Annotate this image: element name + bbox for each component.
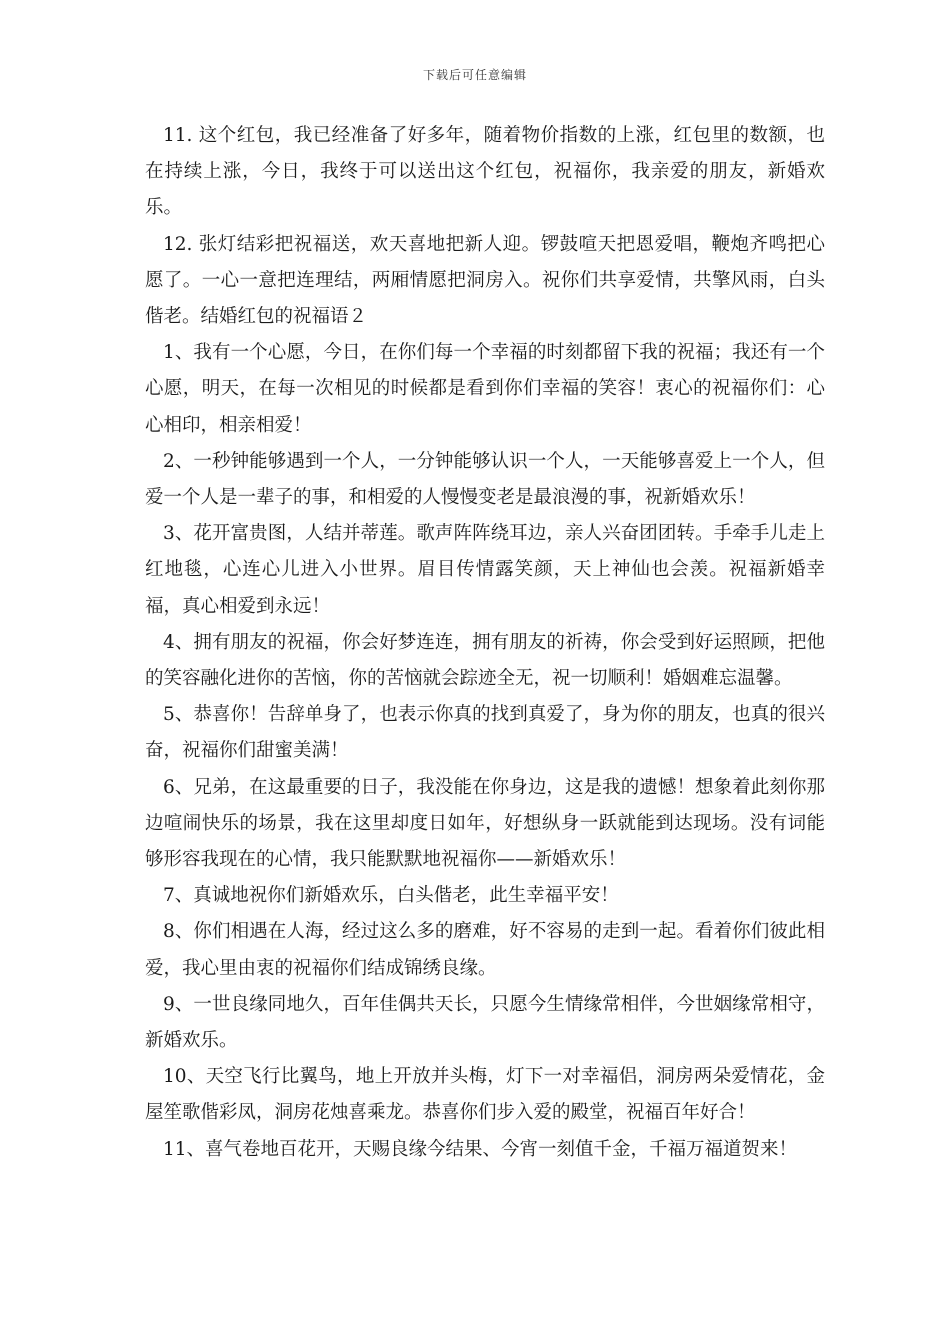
paragraph: 4、拥有朋友的祝福，你会好梦连连，拥有朋友的祈祷，你会受到好运照顾，把他的笑容融化进你的苦恼，你的苦恼就会踪迹全无，祝一切顺利！婚姻难忘温馨。 [145, 631, 825, 690]
paragraph: 6、兄弟，在这最重要的日子，我没能在你身边，这是我的遗憾！想象着此刻你那边喧闹快乐的场景，我在这里却度日如年，好想纵身一跃就能到达现场。没有词能够形容我现在的心情，我只能默默地祝福你——新婚欢乐！ [145, 776, 825, 871]
paragraph: 5、恭喜你！告辞单身了，也表示你真的找到真爱了，身为你的朋友，也真的很兴奋，祝福你们甜蜜美满！ [145, 704, 825, 762]
header-note: 下载后可任意编辑 [422, 68, 527, 82]
paragraph: 10、天空飞行比翼鸟，地上开放并头梅，灯下一对幸福侣，洞房两朵爱情花，金屋笙歌偕彩凤，洞房花烛喜乘龙。恭喜你们步入爱的殿堂，祝福百年好合！ [145, 1066, 825, 1124]
document-body [145, 118, 825, 1168]
paragraph: 11、喜气卷地百花开，天赐良缘今结果、今宵一刻值千金，千福万福道贺来！ [163, 1138, 798, 1160]
paragraph: 7、真诚地祝你们新婚欢乐，白头偕老，此生幸福平安！ [163, 885, 619, 907]
paragraph: 2、一秒钟能够遇到一个人，一分钟能够认识一个人，一天能够喜爱上一个人，但爱一个人是一辈子的事，和相爱的人慢慢变老是最浪漫的事，祝新婚欢乐！ [145, 450, 825, 509]
paragraph: 1、我有一个心愿，今日，在你们每一个幸福的时刻都留下我的祝福；我还有一个心愿，明天，在每一次相见的时候都是看到你们幸福的笑容！衷心的祝福你们：心心相印，相亲相爱！ [145, 342, 825, 436]
paragraph: 3、花开富贵图，人结并蒂莲。歌声阵阵绕耳边，亲人兴奋团团转。手牵手儿走上红地毯，心连心儿进入小世界。眉目传情露笑颜，天上神仙也会羡。祝福新婚幸福，真心相爱到永远！ [145, 523, 825, 617]
paragraph: 12. 张灯结彩把祝福送，欢天喜地把新人迎。锣鼓喧天把恩爱唱，鞭炮齐鸣把心愿了。一心一意把连理结，两厢情愿把洞房入。祝你们共享爱情，共擎风雨，白头偕老。结婚红包的祝福语２ [145, 233, 825, 328]
paragraph: 9、一世良缘同地久，百年佳偶共天长，只愿今生情缘常相伴，今世姻缘常相守，新婚欢乐。 [145, 993, 825, 1052]
paragraph: 11. 这个红包，我已经准备了好多年，随着物价指数的上涨，红包里的数额，也在持续上涨，今日，我终于可以送出这个红包，祝福你，我亲爱的朋友，新婚欢乐。 [145, 125, 825, 219]
paragraph: 8、你们相遇在人海，经过这么多的磨难，好不容易的走到一起。看着你们彼此相爱，我心里由衷的祝福你们结成锦绣良缘。 [145, 921, 825, 979]
